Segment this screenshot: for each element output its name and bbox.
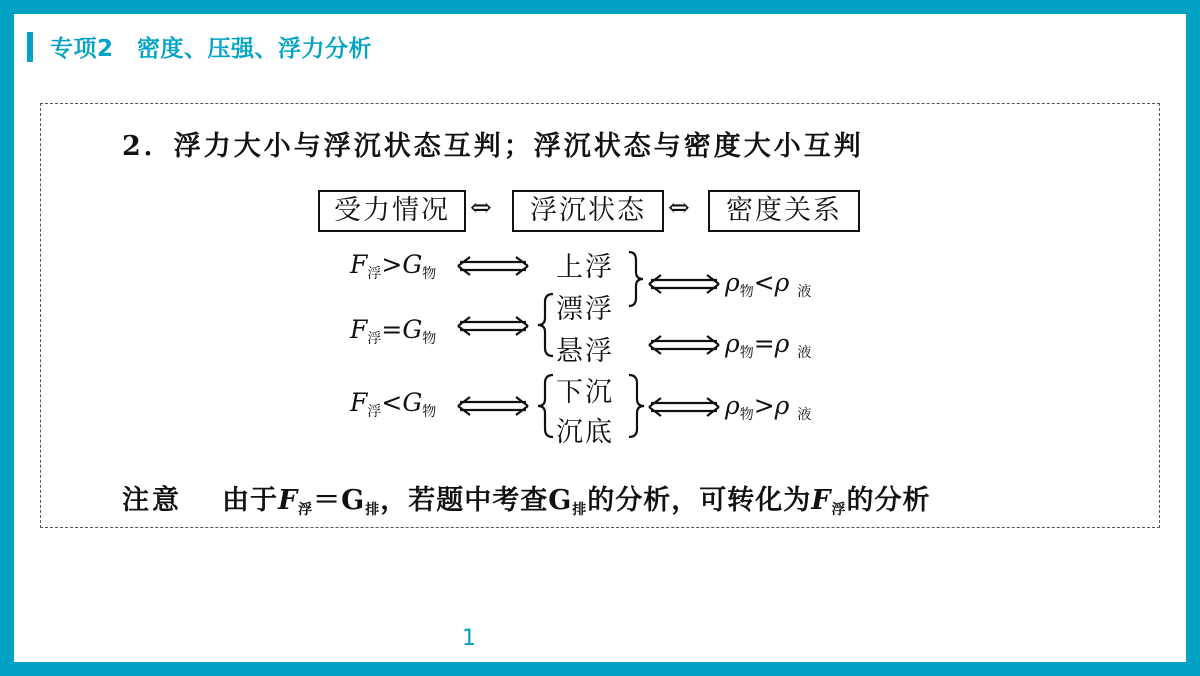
page-number: 1 [462,626,476,651]
double-arrow-1: ⇔ [470,193,492,223]
right-brace-icon [626,250,648,308]
condition-equal: $F_浮=G_物$ [350,315,437,347]
long-double-arrow-2 [456,314,530,338]
density-relation-greater: $\rho_物>\rho$ $_液$ [725,391,812,423]
long-double-arrow-5 [647,333,721,357]
force-box: 受力情况 [318,190,466,232]
long-double-arrow-6 [647,395,721,419]
state-floating: 漂浮 [556,294,614,325]
long-double-arrow-3 [456,394,530,418]
condition-sink: $F_浮<G_物$ [350,388,437,420]
state-suspended: 悬浮 [556,336,614,367]
long-double-arrow-4 [647,272,721,296]
density-relation-equal: $\rho_物=\rho$ $_液$ [725,329,812,361]
right-brace-icon [626,373,648,439]
section-heading: 2．浮力大小与浮沉状态互判；浮沉状态与密度大小互判 [122,131,864,162]
left-brace-icon [534,373,556,439]
header-accent-bar [27,32,33,62]
density-relation-less: $\rho_物<\rho$ $_液$ [725,268,812,300]
note-line: 注意 由于$F_浮=G_排$，若题中考查$G_排$的分析，可转化为$F_浮$的分析 [122,485,931,518]
state-rising: 上浮 [556,252,614,283]
state-sinking: 下沉 [556,377,614,408]
page-title: 专项2 密度、压强、浮力分析 [50,36,373,62]
state-box: 浮沉状态 [512,190,664,232]
state-bottom: 沉底 [556,417,614,448]
long-double-arrow-1 [456,254,530,278]
density-box: 密度关系 [708,190,860,232]
condition-float-up: $F_浮>G_物$ [350,250,437,282]
left-brace-icon [534,292,556,358]
double-arrow-2: ⇔ [668,193,690,223]
